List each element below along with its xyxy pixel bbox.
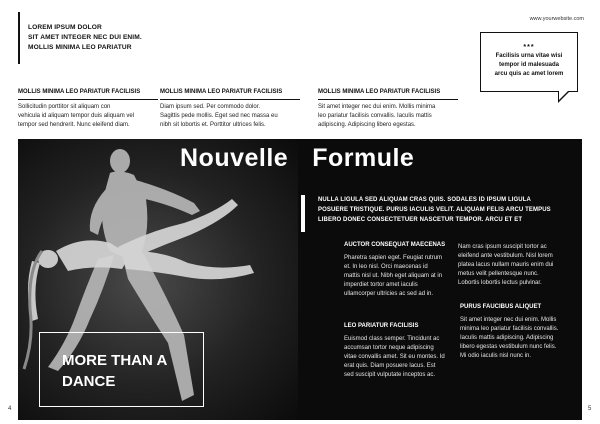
- header-bar: [18, 12, 20, 64]
- headline-word: Nouvelle: [180, 144, 289, 172]
- section-line: Lobortis lobortis lectus pulvinar.: [458, 280, 542, 286]
- dance-caption-line: MORE THAN A: [62, 352, 168, 369]
- section-line: erat quis. Diam posuere lacus. Est: [344, 363, 436, 369]
- section-body: [344, 254, 449, 299]
- column-line: tempor sed hendrerit. Nunc eleifend diam.: [18, 122, 130, 128]
- article-section: [458, 243, 578, 288]
- column-line: adipiscing. Adipiscing libero egestas.: [318, 122, 416, 128]
- bubble-tail-fill: [559, 91, 568, 100]
- section-line: Nam cras ipsum suscipit tortor ac: [458, 244, 547, 250]
- page-number-right: 5: [588, 406, 592, 412]
- column-line: Sit amet integer nec dui enim. Mollis minima: [318, 104, 436, 110]
- header-line: LOREM IPSUM DOLOR: [28, 24, 102, 31]
- column-line: vehicula id aliquam tempor duis aliquam vel: [18, 113, 135, 119]
- article-section: [460, 304, 580, 361]
- intro-line: LIBERO DONEC CONSECTETUER NASCETUR TEMPOR. ARCU ET ET: [318, 217, 523, 223]
- intro-text: [318, 195, 554, 225]
- section-heading: AUCTOR CONSEQUAT MAECENAS: [344, 242, 446, 248]
- header-block: [18, 12, 238, 64]
- column-body: [18, 103, 158, 130]
- article-section: [344, 242, 449, 299]
- column-heading: MOLLIS MINIMA LEO PARIATUR FACILISIS: [160, 89, 300, 100]
- column-body: [160, 103, 300, 130]
- section-line: minima leo pariatur facilisis convallis.: [460, 326, 559, 332]
- section-line: accumsan tortor neque adipiscing: [344, 345, 434, 351]
- quote-bubble: [480, 32, 578, 92]
- column-line: Sagittis pede mollis. Eget sed nec massa eu: [160, 113, 278, 119]
- column-heading: MOLLIS MINIMA LEO PARIATUR FACILISIS: [18, 89, 158, 100]
- intro-line: POSUERE TRISTIQUE. PURUS IACULIS VELIT. ALIQUAM FELIS ARCU TEMPUS: [318, 207, 551, 213]
- feature-headline: [180, 144, 414, 173]
- header-line: MOLLIS MINIMA LEO PARIATUR: [28, 44, 132, 51]
- column-line: nibh sit lobortis et. Porttitor ultrices felis.: [160, 122, 266, 128]
- column-body: [318, 103, 458, 130]
- section-line: ullamcorper ultricies ac sed ad in.: [344, 291, 434, 297]
- section-heading: LEO PARIATUR FACILISIS: [344, 323, 419, 329]
- website-url: www.yourwebsite.com: [529, 16, 584, 22]
- bubble-line: tempor id malesuada: [498, 62, 560, 68]
- feature-band: [18, 139, 582, 420]
- article-section: [344, 323, 449, 380]
- section-line: Sit amet integer nec dui enim. Mollis: [460, 317, 557, 323]
- header-text: [28, 23, 142, 53]
- column-line: Diam ipsum sed. Per commodo dolor.: [160, 104, 261, 110]
- dance-caption: [62, 350, 167, 392]
- section-heading: PURUS FAUCIBUS ALIQUET: [460, 304, 542, 310]
- header-line: SIT AMET INTEGER NEC DUI ENIM.: [28, 34, 142, 41]
- column-line: leo pariatur facilisis convallis. Iaculis mattis: [318, 113, 432, 119]
- section-line: eleifend ante vestibulum. Nisl lorem: [458, 253, 553, 259]
- text-column: [160, 89, 300, 130]
- section-body: [460, 316, 580, 361]
- section-line: vitae convallis amet. Sit eu montes. Id: [344, 354, 445, 360]
- section-line: mattis nisl ut. Nibh eget aliquam at in: [344, 273, 443, 279]
- bubble-stars: ***: [523, 44, 535, 51]
- section-line: et. In leo nisl. Orci maecenas id: [344, 264, 428, 270]
- headline-word: Formule: [312, 144, 415, 172]
- page-number-left: 4: [8, 406, 12, 412]
- section-line: platea lacus nullam mauris enim dui: [458, 262, 554, 268]
- section-line: Mi odio iaculis nisl nunc in.: [460, 353, 532, 359]
- text-column: [18, 89, 158, 130]
- intro-line: NULLA LIGULA SED ALIQUAM CRAS QUIS. SODALES ID IPSUM LIGULA: [318, 197, 531, 203]
- intro-bar: [301, 195, 305, 232]
- dance-caption-box: [39, 332, 204, 407]
- bubble-line: arcu quis ac amet lorem: [494, 71, 564, 77]
- column-heading: MOLLIS MINIMA LEO PARIATUR FACILISIS: [318, 89, 458, 100]
- section-body: [458, 243, 578, 288]
- bubble-text: [481, 52, 577, 79]
- section-body: [344, 335, 449, 380]
- section-line: libero egestas vestibulum nunc felis.: [460, 344, 557, 350]
- section-line: imperdiet tortor amet iaculis: [344, 282, 418, 288]
- section-line: Pharetra sapien eget. Feugiat rutrum: [344, 255, 443, 261]
- text-column: [318, 89, 458, 130]
- bubble-line: Facilisis urna vitae wisi: [495, 53, 563, 59]
- section-line: sed suscipit vulputate inceptos ac.: [344, 372, 436, 378]
- section-line: Euismod class semper. Tincidunt ac: [344, 336, 440, 342]
- column-line: Sollicitudin porttitor sit aliquam con: [18, 104, 111, 110]
- section-line: metus velit pellentesque nunc.: [458, 271, 539, 277]
- dance-caption-line: DANCE: [62, 373, 116, 390]
- section-line: Iaculis mattis adipiscing. Adipiscing: [460, 335, 554, 341]
